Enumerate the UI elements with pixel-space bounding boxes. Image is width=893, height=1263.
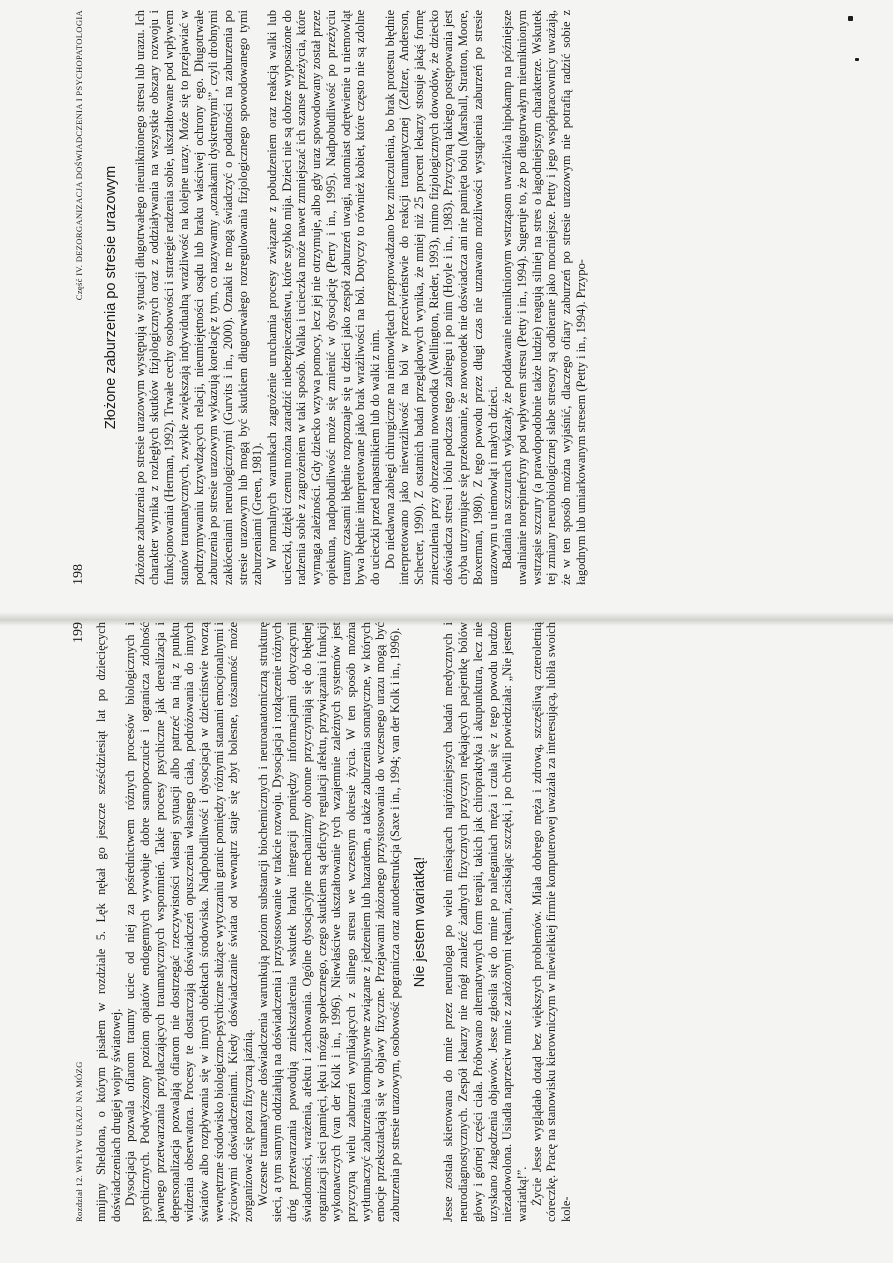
paragraph: Wczesne traumatyczne doświadczenia warunkują poziom substancji biochemicznych i neuroanatomiczną strukturę sieci, a tym samym oddziałują na doświadczenia i przystosowanie w trakcie rozwoju. Dysocjacja i rozłączenie różnych dróg przetwarzania powodują zniekształcenia wskutek braku integracji pomiędzy informacjami dotyczącymi świadomości, wrażenia, afektu i zachowania. Ogólne dysocjacyjne mechanizmy obronne przyczyniają się do błędnej organizacji sieci pamięci, lęku i mózgu społecznego, czego skutkiem są deficyty regulacji afektu, przywiązania i funkcji wykonawczych (van der Kolk i in., 1996). Niewłaściwe ukształtowanie tych wzajemnie zależnych systemów jest przyczyną wielu zaburzeń wynikających z silnego stresu we wczesnym okresie życia. W ten sposób można wytłumaczyć zaburzenia kompulsywne związane z jedzeniem lub hazardem, a także zaburzenia somatyczne, w których emocje przekształcają się w objawy fizyczne. Przejawami złożonego przystosowania do wczesnego urazu mogą być zaburzenia po stresie urazowym, osobowość pogranicza oraz autodestrukcja (Saxe i in., 1994; van der Kolk i in., 1996). xyxy=(255,622,403,1222)
page-199 xyxy=(72,622,882,1222)
page-number: 198 xyxy=(71,564,86,585)
body-text xyxy=(441,622,573,1222)
running-header xyxy=(72,10,94,585)
header-text: Część IV. DEZORGANIZACJA DOŚWIADCZENIA I PSYCHOPATOLOGIA xyxy=(74,10,84,301)
section-title: Złożone zaburzenia po stresie urazowym xyxy=(103,165,119,430)
paragraph: Badania na szczurach wykazały, że poddawanie nieuniknionym wstrząsom uwrażliwia hipokamp na późniejsze uwalnianie norepinefryny pod wpływem stresu (Petty i in., 1994). Sugeruje to, że po długotrwałym nieuniknionym wstrząsie szczury (a prawdopodobnie także ludzie) reagują silniej na stres o łagodniejszym charakterze. Wskutek tej zmiany neurobiologicznej słabe stresory są odbierane jako mocniejsze. Petty i jego współpracownicy uważają, że w ten sposób można wyjaśnić, dlaczego ofiary zaburzeń po stresie urazowym nie potrafią radzić sobie z łagodnym lub umiarkowanym stresem (Petty i in., 1994). Przypo- xyxy=(500,10,588,585)
paragraph: Dysocjacja pozwala ofiarom traumy uciec od niej za pośrednictwem różnych procesów biologicznych i psychicznych. Podwyższony poziom opiatów endogennych wywołuje dobre samopoczucie i ogranicza zdolność jawnego przetwarzania przytłaczających traumatycznych wspomnień. Takie procesy psychiczne jak derealizacja i depersonalizacja pozwalają ofiarom nie dostrzegać rzeczywistości własnej sytuacji albo patrzeć na nią z punktu widzenia obserwatora. Procesy te dostarczają doświadczeń opuszczenia własnego ciała, podróżowania do innych światów albo rozpływania się w innych obiektach środowiska. Nadpobudliwość i dysocjacja w dzieciństwie tworzą wewnętrzne środowisko biologiczno-psychiczne służące wytyczaniu granic pomiędzy różnymi stanami emocjonalnymi i życiowymi doświadczeniami. Kiedy doświadczanie świata od wewnątrz staje się zbyt bolesne, tożsamość może zorganizować się poza fizyczną jaźnią. xyxy=(123,622,256,1222)
paragraph: mnijmy Sheldona, o którym pisałem w rozdziale 5. Lęk nękał go jeszcze sześćdziesiąt lat po dziecięcych doświadczeniach drugiej wojny światowej. xyxy=(94,622,123,1222)
body-text xyxy=(94,622,403,1222)
paragraph: Do niedawna zabiegi chirurgiczne na niemowlętach przeprowadzano bez znieczulenia, bo brak protestu błędnie interpretowano jako niewrażliwość na ból w przeciwieństwie do reakcji traumatycznej (Zeltzer, Anderson, Schecter, 1990). Z ostatnich badań przeglądowych wynika, że mniej niż 25 procent lekarzy stosuje jakąś formę znieczulenia przy obrzezaniu noworodka (Wellington, Rieder, 1993), mimo fizjologicznych dowodów, że dziecko doświadcza stresu i bólu podczas tego zabiegu i po nim (Hoyle i in., 1983). Przyczyną takiego postępowania jest chyba utrzymujące się przekonanie, że noworodek nie doświadcza ani nie pamięta bólu (Marshall, Stratton, Moore, Boxerman, 1980). Z tego powodu przez długi czas nie uznawano możliwości wystąpienia zaburzeń po stresie urazowym u niemowląt i małych dzieci. xyxy=(382,10,500,585)
page-198 xyxy=(72,10,882,585)
section-title: Nie jestem wariatką! xyxy=(411,856,428,988)
paragraph: Jesse została skierowana do mnie przez neurologa po wielu miesiącach najróżniejszych badań medycznych i neurodiagnostycznych. Zespół lekarzy nie mógł znaleźć żadnych fizycznych przyczyn nękających pacjentkę bólów głowy i górnej części ciała. Próbowano alternatywnych form terapii, takich jak chiropraktyka i akupunktura, lecz nie uzyskano złagodzenia objawów. Jesse zgłosiła się do mnie po naleganiach męża i czuła się z tego powodu bardzo niezadowolona. Usiadła naprzeciw mnie z założonymi rękami, zaciskając szczęki, i po chwili powiedziała: „Nie jestem wariatką!”. xyxy=(441,622,529,1222)
header-text: Rozdział 12. WPŁYW URAZU NA MÓZG xyxy=(74,1061,84,1222)
paragraph: W normalnych warunkach zagrożenie uruchamia procesy związane z pobudzeniem oraz reakcją walki lub ucieczki, dzięki czemu można zaradzić niebezpieczeństwu, które szybko mija. Dzieci nie są dobrze wyposażone do radzenia sobie z zagrożeniem w taki sposób. Walka i ucieczka może nawet zmniejszać ich szanse przeżycia, które wymaga zależności. Gdy dziecko wzywa pomocy, lecz jej nie otrzymuje, albo gdy uraz spowodowany został przez opiekuna, nadpobudliwość może się zmienić w dysocjację (Perry i in., 1995). Nadpobudliwość po przeżyciu traumy czasami błędnie rozpoznaje się u dzieci jako zespół zaburzeń uwagi, natomiast odrętwienie u niemowląt bywa błędnie interpretowane jako brak wrażliwości na ból. Dotyczy to również kobiet, które często nie są zdolne do ucieczki przed napastnikiem lub do walki z nim. xyxy=(265,10,382,585)
running-header xyxy=(72,622,94,1222)
page-number: 199 xyxy=(71,622,86,643)
paragraph: Złożone zaburzenia po stresie urazowym występują w sytuacji długotrwałego nieuniknionego stresu lub urazu. Ich charakter wynika z rozległych skutków fizjologicznych oraz z oddziaływania na wszystkie obszary rozwoju i funkcjonowania (Herman, 1992). Trwałe cechy osobowości i strategie radzenia sobie, ukształtowane pod wpływem stanów traumatycznych, zwykle zwiększają indywidualną wrażliwość na kolejne urazy. Może się to przejawiać w podtrzymywaniu krzywdzących relacji, nieumiejętności osądu lub braku właściwej ochrony ego. Długotrwałe zaburzenia po stresie urazowym wykazują korelację z tym, co nazywamy „oznakami dyskretnymi”, czyli drobnymi zakłóceniami neurologicznymi (Gurvits i in., 2000). Oznaki te mogą świadczyć o podatności na zaburzenia po stresie urazowym lub mogą być skutkiem długotrwałego rozregulowania fizjologicznego spowodowanego tymi zaburzeniami (Green, 1981). xyxy=(132,10,265,585)
paragraph: Życie Jesse wyglądało dotąd bez większych problemów. Miała dobrego męża i zdrową, szczęśliwą czteroletnią córeczkę. Pracę na stanowisku kierowniczym w niewielkiej firmie komputerowej uważała za interesującą, lubiła swoich kole- xyxy=(529,622,574,1222)
body-text xyxy=(133,10,589,585)
